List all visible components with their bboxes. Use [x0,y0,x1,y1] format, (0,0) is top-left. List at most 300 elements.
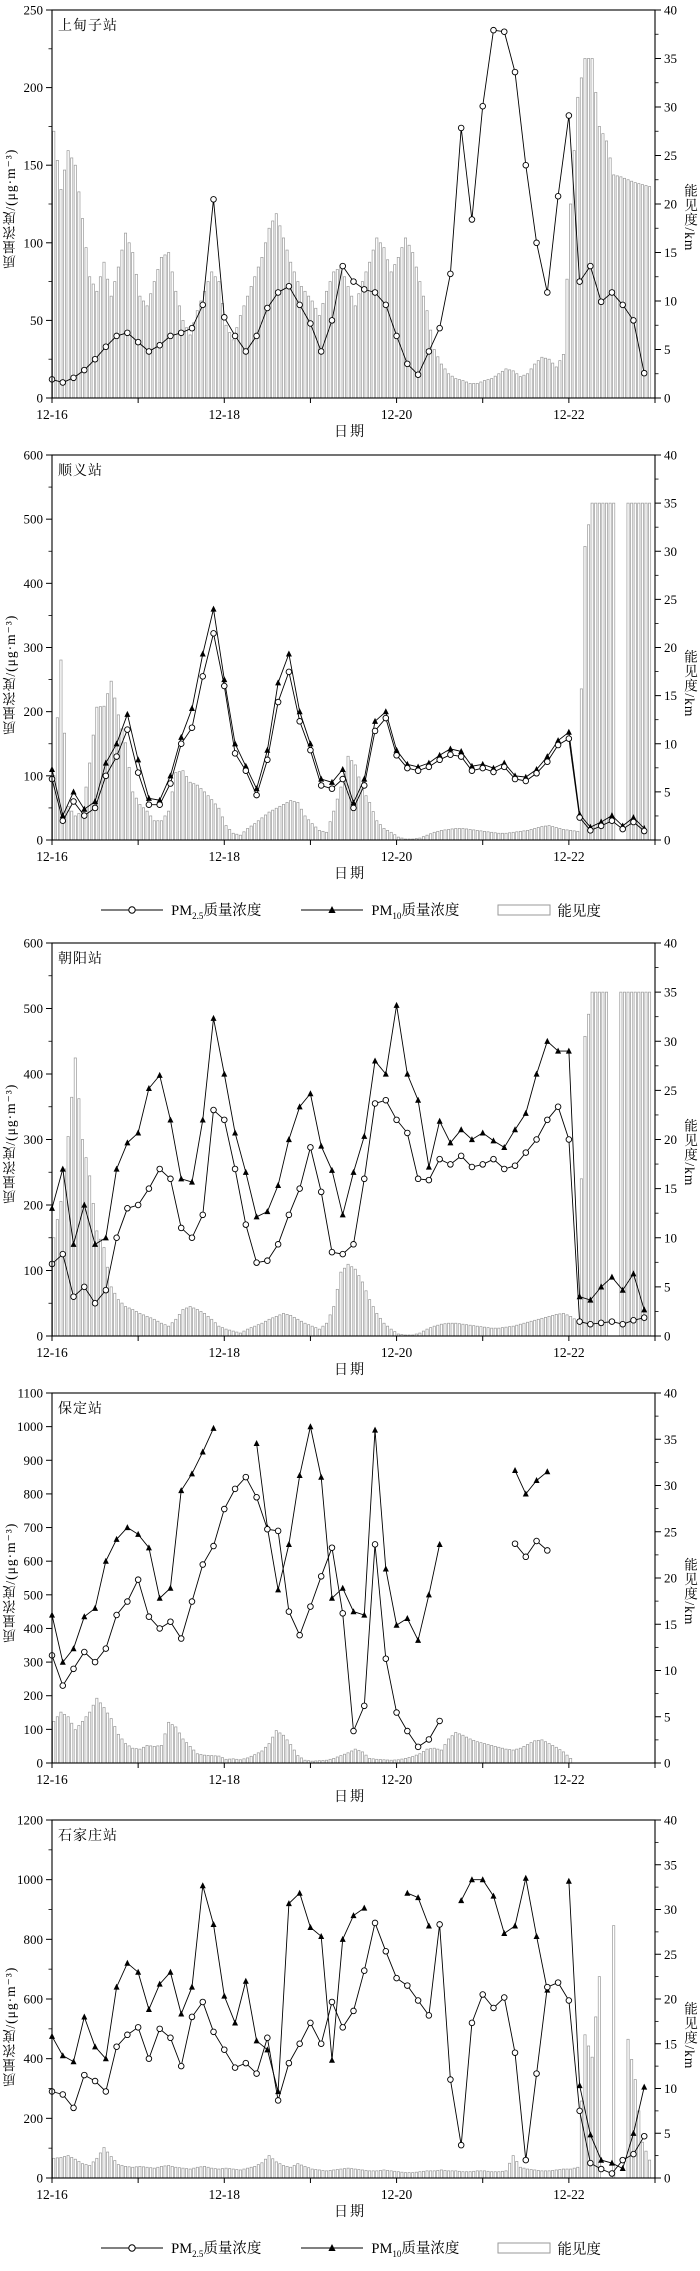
pm10-marker [490,1137,496,1143]
visibility-bar [426,1329,428,1336]
pm10-line [52,1886,364,2092]
visibility-bar [437,2170,439,2178]
visibility-bar [53,2158,55,2178]
visibility-bar [92,284,94,398]
visibility-bar [595,2017,597,2178]
visibility-bar [139,1313,141,1336]
pm25-marker [641,828,647,834]
y-right-tick-label: 0 [664,2170,671,2186]
pm25-marker [545,1548,551,1554]
visibility-bar [552,1315,554,1336]
visibility-bar [286,250,288,398]
shunyi-plot [0,445,700,887]
pm25-marker [555,1104,561,1110]
visibility-bar [207,1316,209,1336]
visibility-bar [200,789,202,840]
x-tick-label: 12-16 [36,849,68,864]
visibility-bar [232,833,234,840]
pm25-marker [221,683,227,689]
visibility-bar [634,503,636,840]
visibility-bar [383,828,385,840]
visibility-bar [142,1747,144,1763]
visibility-bar [225,325,227,398]
visibility-bar [426,2171,428,2178]
visibility-bar [78,814,80,840]
visibility-bar [315,827,317,840]
visibility-bar [376,2171,378,2178]
visibility-bar [566,279,568,398]
pm25-marker [200,1999,206,2005]
pm25-marker [221,1506,227,1512]
visibility-bar [239,316,241,398]
visibility-bar [71,1097,73,1336]
pm25-marker [523,162,529,168]
visibility-bar [397,257,399,398]
pm25-marker [297,1186,303,1192]
y-left-tick-label: 0 [36,2170,43,2186]
visibility-bar [254,824,256,840]
visibility-bar [523,2168,525,2178]
visibility-bar [211,1319,213,1336]
visibility-bar [164,255,166,398]
pm10-marker [426,1591,432,1597]
pm25-marker [265,2035,271,2041]
visibility-bar [383,1323,385,1336]
visibility-bar [365,1755,367,1763]
y-right-tick-label: 10 [664,1230,677,1246]
pm25-marker [641,1315,647,1321]
pm10-marker [189,705,195,711]
visibility-bar [501,1748,503,1763]
pm25-marker [178,2063,184,2069]
station-title: 上甸子站 [58,19,118,34]
pm25-marker [146,1186,152,1192]
chaoyang-plot [0,933,700,1383]
visibility-bar [99,1703,101,1763]
pm25-marker [555,1980,561,1986]
visibility-bar [444,2170,446,2178]
pm10-marker [318,1474,324,1480]
visibility-bar [121,1739,123,1763]
visibility-bar [526,830,528,840]
pm10-marker [146,2006,152,2012]
pm25-marker [351,2008,357,2014]
visibility-bar [200,2167,202,2178]
visibility-bar [110,1287,112,1336]
legend-label-pm25: $PM_{2.5}$质量浓度 [171,2241,262,2259]
visibility-bar [408,2173,410,2178]
visibility-bar [322,2170,324,2178]
visibility-bar [153,821,155,840]
pm25-marker [501,29,507,35]
y-axis-right-label: 能见度/km [682,2001,697,2069]
visibility-bar [645,2151,647,2178]
pm10-marker [340,1211,346,1217]
visibility-bar [56,1717,58,1763]
visibility-bar [236,1759,238,1763]
visibility-bar [340,1756,342,1763]
visibility-bar [142,1315,144,1336]
visibility-bar [311,1326,313,1336]
visibility-bar [286,2166,288,2178]
visibility-bar [422,2171,424,2178]
pm25-marker [598,2166,604,2172]
visibility-bar [286,802,288,840]
pm25-marker [501,1995,507,2001]
visibility-bar [412,2173,414,2178]
visibility-bar [462,1735,464,1763]
visibility-bar [505,369,507,398]
pm25-marker [275,1242,281,1248]
visibility-bar [379,243,381,398]
pm25-marker [609,2171,615,2177]
visibility-bar [548,826,550,840]
y-left-tick-label: 100 [23,1721,43,1737]
visibility-bar [530,829,532,840]
y-left-tick-label: 600 [23,1991,43,2007]
visibility-bar [498,1328,500,1336]
visibility-bar [440,830,442,840]
visibility-bar [426,835,428,840]
pm10-marker [254,1440,260,1446]
visibility-bar [142,301,144,398]
pm25-marker [555,193,561,199]
visibility-bar [185,328,187,398]
visibility-bar [566,2169,568,2178]
pm25-marker [512,1163,518,1169]
pm25-marker [232,2065,238,2071]
x-axis-label: 日期 [334,867,366,882]
visibility-bar [530,1743,532,1763]
visibility-bar [56,160,58,398]
visibility-bar [541,1740,543,1763]
visibility-bar [451,1323,453,1336]
pm25-marker [512,69,518,75]
pm25-marker [211,1107,217,1113]
legend-item-visibility [497,900,601,921]
visibility-bar [595,992,597,1336]
visibility-bar [437,831,439,840]
pm25-marker [265,757,271,763]
visibility-bar [498,1747,500,1763]
visibility-bar [347,756,349,840]
pm25-marker [125,330,131,336]
pm25-marker [523,2157,529,2163]
visibility-bar [171,2166,173,2178]
y-axis-right-label: 能见度/km [682,1118,697,1187]
visibility-bar [365,1291,367,1336]
x-tick-label: 12-16 [36,1772,68,1787]
legend-label-pm25: $PM_{2.5}$质量浓度 [171,903,262,921]
pm10-marker [81,1613,87,1619]
visibility-bar [106,279,108,398]
visibility-bar [261,818,263,840]
pm10-line [52,1428,214,1662]
visibility-bar [290,262,292,398]
visibility-bar [465,382,467,398]
visibility-bar [358,777,360,840]
pm25-marker [189,2014,195,2020]
visibility-bar [562,354,564,398]
visibility-bar [354,306,356,398]
pm10-marker [458,1897,464,1903]
visibility-bar [89,1712,91,1763]
pm25-marker [71,1666,77,1672]
visibility-bar [124,233,126,398]
visibility-bar [412,1757,414,1763]
pm10-marker [534,1933,540,1939]
visibility-bar [544,1317,546,1336]
pm25-marker [609,818,615,824]
pm10-marker [167,1585,173,1591]
pm25-marker [243,1474,249,1480]
pm25-marker [243,349,249,355]
visibility-bar [566,1755,568,1763]
visibility-bar [275,1316,277,1336]
visibility-bar [229,1330,231,1336]
x-tick-label: 12-20 [380,1772,413,1787]
visibility-bar [430,2171,432,2178]
visibility-bar [422,296,424,398]
pm10-marker [200,1448,206,1454]
visibility-bar [361,789,363,840]
visibility-bar [444,1324,446,1336]
visibility-bar [333,272,335,398]
visibility-bar [519,377,521,398]
visibility-bar [555,1747,557,1763]
visibility-bar [150,816,152,840]
pm10-marker [275,1182,281,1188]
pm25-marker [351,1728,357,1734]
visibility-bar [315,308,317,398]
visibility-bar [114,2161,116,2178]
visibility-bar [175,291,177,398]
visibility-bar [85,2165,87,2178]
visibility-bar [254,1326,256,1336]
visibility-bar [580,1179,582,1336]
visibility-bar [311,301,313,398]
pm10-line-marker-icon [299,2241,365,2255]
visibility-bar [171,1323,173,1336]
baoding-plot [0,1383,700,1810]
visibility-bar [487,2171,489,2178]
pm10-marker [351,1912,357,1918]
visibility-bar [185,1308,187,1336]
visibility-bar [462,828,464,840]
pm25-marker [491,769,497,775]
visibility-bar [645,503,647,840]
visibility-bar [225,1329,227,1336]
pm25-marker [135,339,141,345]
visibility-bar [272,810,274,840]
pm25-marker [458,125,464,131]
pm25-marker [448,271,454,277]
y-left-tick-label: 800 [23,1486,43,1502]
visibility-bar [465,1737,467,1763]
visibility-bar [408,245,410,398]
visibility-bar [171,792,173,840]
y-right-tick-label: 20 [664,196,677,212]
visibility-bar [455,828,457,840]
visibility-bar [494,1328,496,1336]
visibility-bar [257,2165,259,2178]
visibility-bar [631,181,633,398]
visibility-bar [480,1327,482,1336]
visibility-bar [103,2148,105,2178]
pm25-marker [383,1097,389,1103]
visibility-bar [56,1220,58,1336]
visibility-bar [293,1750,295,1763]
visibility-bar [272,2159,274,2178]
pm10-marker [211,1425,217,1431]
visibility-bar [598,1977,600,2178]
pm25-marker [135,1202,141,1208]
visibility-bar [189,1307,191,1336]
visibility-bar [379,1318,381,1336]
visibility-bar [106,694,108,840]
pm10-marker [383,1566,389,1572]
pm10-marker [135,1531,141,1537]
pm25-marker [318,783,324,789]
visibility-bar [544,2171,546,2178]
pm25-marker [588,2160,594,2166]
visibility-bar [347,286,349,398]
visibility-bar [185,1743,187,1763]
y-right-tick-label: 40 [664,1812,677,1828]
pm10-marker [351,1169,357,1175]
visibility-bar [534,828,536,840]
visibility-bar [498,833,500,840]
visibility-bar [451,376,453,398]
visibility-bar [369,262,371,398]
visibility-bar [211,1756,213,1763]
visibility-bar [146,1316,148,1336]
visibility-bar [307,1325,309,1336]
visibility-bar [67,151,69,398]
visibility-bar [415,267,417,398]
visibility-bar [275,2162,277,2178]
visibility-bar [261,1323,263,1336]
pm25-marker [566,113,572,119]
visibility-bar [340,787,342,840]
legend-label-pm10: $PM_{10}$质量浓度 [371,903,460,921]
visibility-bar [243,2169,245,2178]
visibility-bar [114,282,116,398]
pm25-marker [200,674,206,680]
pm25-marker [329,1249,335,1255]
visibility-bar [146,1745,148,1763]
visibility-bar [430,330,432,398]
pm25-marker [577,2108,583,2114]
y-axis-right-label: 能见度/km [682,183,697,251]
visibility-bar [537,361,539,398]
visibility-bar [648,187,650,398]
pm25-marker [211,1543,217,1549]
visibility-bar [358,1751,360,1763]
visibility-bar [92,2162,94,2178]
pm10-marker [394,1002,400,1008]
visibility-bar [494,833,496,840]
visibility-bar [544,1742,546,1763]
pm25-marker [577,1319,583,1325]
visibility-bar [81,1140,83,1337]
pm25-marker [318,2041,324,2047]
pm25-marker [480,103,486,109]
visibility-bar [182,771,184,840]
pm10-marker [340,1585,346,1591]
visibility-bar [307,296,309,398]
visibility-bar [282,1313,284,1336]
visibility-bar [369,802,371,840]
pm25-marker [426,764,432,770]
visibility-bar [537,827,539,840]
pm25-marker [415,1998,421,2004]
visibility-bar [526,1745,528,1764]
visibility-bar [264,1321,266,1336]
pm25-marker [297,718,303,724]
visibility-bar [110,296,112,398]
visibility-bar [160,1323,162,1336]
x-tick-label: 12-16 [36,407,68,422]
visibility-bar [376,238,378,398]
visibility-bar [182,1309,184,1336]
pm25-marker [308,1145,314,1151]
pm10-marker [609,1274,615,1280]
visibility-bar [275,1731,277,1763]
pm25-marker [265,305,271,311]
pm25-marker [211,631,217,637]
pm25-marker [297,1632,303,1638]
visibility-bar [229,2169,231,2178]
visibility-bar [110,681,112,840]
visibility-bar [419,1754,421,1763]
pm25-marker [60,818,66,824]
visibility-bar [304,1323,306,1336]
visibility-bar [372,2171,374,2178]
visibility-bar [139,296,141,398]
visibility-bar [246,2168,248,2178]
visibility-bar [307,820,309,840]
visibility-bar [365,796,367,840]
visibility-bar [311,824,313,840]
visibility-bar [135,1749,137,1763]
visibility-bar [333,1758,335,1763]
visibility-bar [598,126,600,398]
pm25-marker [71,1294,77,1300]
pm25-marker [394,753,400,759]
visibility-bar [81,2164,83,2178]
y-right-tick-label: 5 [664,784,671,800]
visibility-bar [458,1734,460,1763]
visibility-bar [153,2168,155,2178]
pm25-marker [297,2041,303,2047]
visibility-bar [408,1757,410,1763]
y-right-tick-label: 25 [664,148,677,163]
x-tick-label: 12-20 [380,1345,413,1360]
pm25-marker [491,27,497,33]
visibility-bar [218,282,220,398]
visibility-bar [433,2171,435,2178]
visibility-bar [397,2172,399,2178]
pm10-marker [232,2019,238,2025]
visibility-bar [218,1756,220,1763]
pm25-marker [491,2005,497,2011]
visibility-bar [272,1737,274,1763]
pm25-marker [308,2020,314,2026]
visibility-bar [99,1239,101,1336]
visibility-bar [304,291,306,398]
pm25-marker [405,1130,411,1136]
